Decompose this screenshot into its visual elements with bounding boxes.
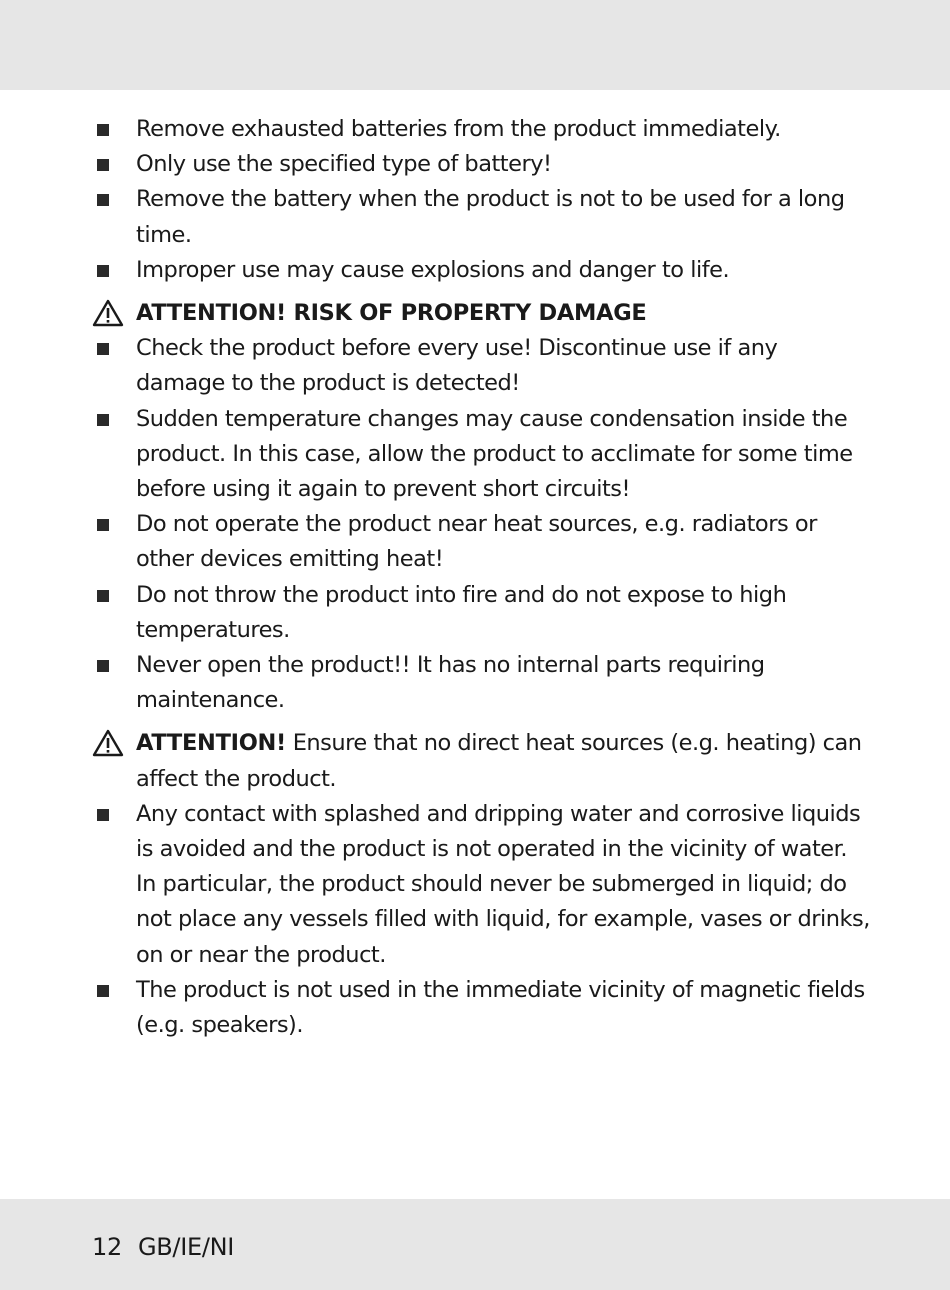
list-item-text: Only use the specified type of battery! [136, 151, 552, 178]
square-bullet-icon [97, 343, 109, 355]
square-bullet-icon [97, 809, 109, 821]
list-item-text: Remove exhausted batteries from the product immediately. [136, 116, 781, 142]
header-band [0, 0, 950, 90]
warning-heading: ATTENTION! RISK OF PROPERTY DAMAGE [136, 300, 647, 327]
region-code: GB/IE/NI [137, 1233, 235, 1261]
warning-triangle-icon [92, 299, 124, 327]
list-item-text: Do not throw the product into fire and do not expose to high temperatures. [136, 581, 787, 643]
square-bullet-icon [97, 519, 109, 531]
square-bullet-icon [97, 590, 109, 602]
list-item-text: The product is not used in the immediate vicinity of magnetic fields (e.g. speakers). [136, 976, 865, 1039]
square-bullet-icon [97, 159, 109, 171]
list-item [92, 648, 872, 718]
list-item [92, 507, 872, 577]
page-footer [92, 1230, 234, 1264]
list-item [92, 253, 872, 288]
list-item-text: Remove the battery when the product is not to be used for a long time. [136, 186, 845, 248]
warning-triangle-icon [92, 729, 124, 757]
warning-heading: ATTENTION! [136, 730, 287, 757]
list-item-text: Do not operate the product near heat sources, e.g. radiators or other devices emitting heat! [136, 511, 817, 573]
list-item [92, 578, 872, 648]
warning-property-damage [92, 296, 872, 331]
list-item [92, 797, 872, 973]
list-item [92, 402, 872, 508]
square-bullet-icon [97, 414, 109, 426]
warning-heat-sources [92, 726, 872, 796]
list-item-text: Sudden temperature changes may cause condensation inside the product. In this case, allow the product to acclimate for some time before using it again to prevent short circuits! [136, 405, 853, 503]
list-item [92, 112, 872, 147]
list-item-text: Any contact with splashed and dripping water and corrosive liquids is avoided and the product is not operated in the vicinity of water. In particular, the product should never be submerged in liquid; do not place any vessels filled with liquid, for example, vases or drinks, on or near the product. [136, 800, 870, 968]
list-item-text: Check the product before every use! Discontinue use if any damage to the product is detected! [136, 335, 778, 397]
square-bullet-icon [97, 194, 109, 206]
list-item-text: Never open the product!! It has no internal parts requiring maintenance. [136, 652, 765, 714]
list-item [92, 182, 872, 252]
list-item [92, 147, 872, 182]
warning-text: Ensure that no direct heat sources (e.g. heating) can affect the product. [136, 730, 862, 792]
list-item [92, 331, 872, 401]
safety-instructions [92, 112, 872, 1043]
page-number: 12 [92, 1233, 122, 1261]
square-bullet-icon [97, 124, 109, 136]
list-item [92, 973, 872, 1043]
square-bullet-icon [97, 660, 109, 672]
list-item-text: Improper use may cause explosions and danger to life. [136, 256, 730, 283]
square-bullet-icon [97, 265, 109, 277]
square-bullet-icon [97, 985, 109, 997]
